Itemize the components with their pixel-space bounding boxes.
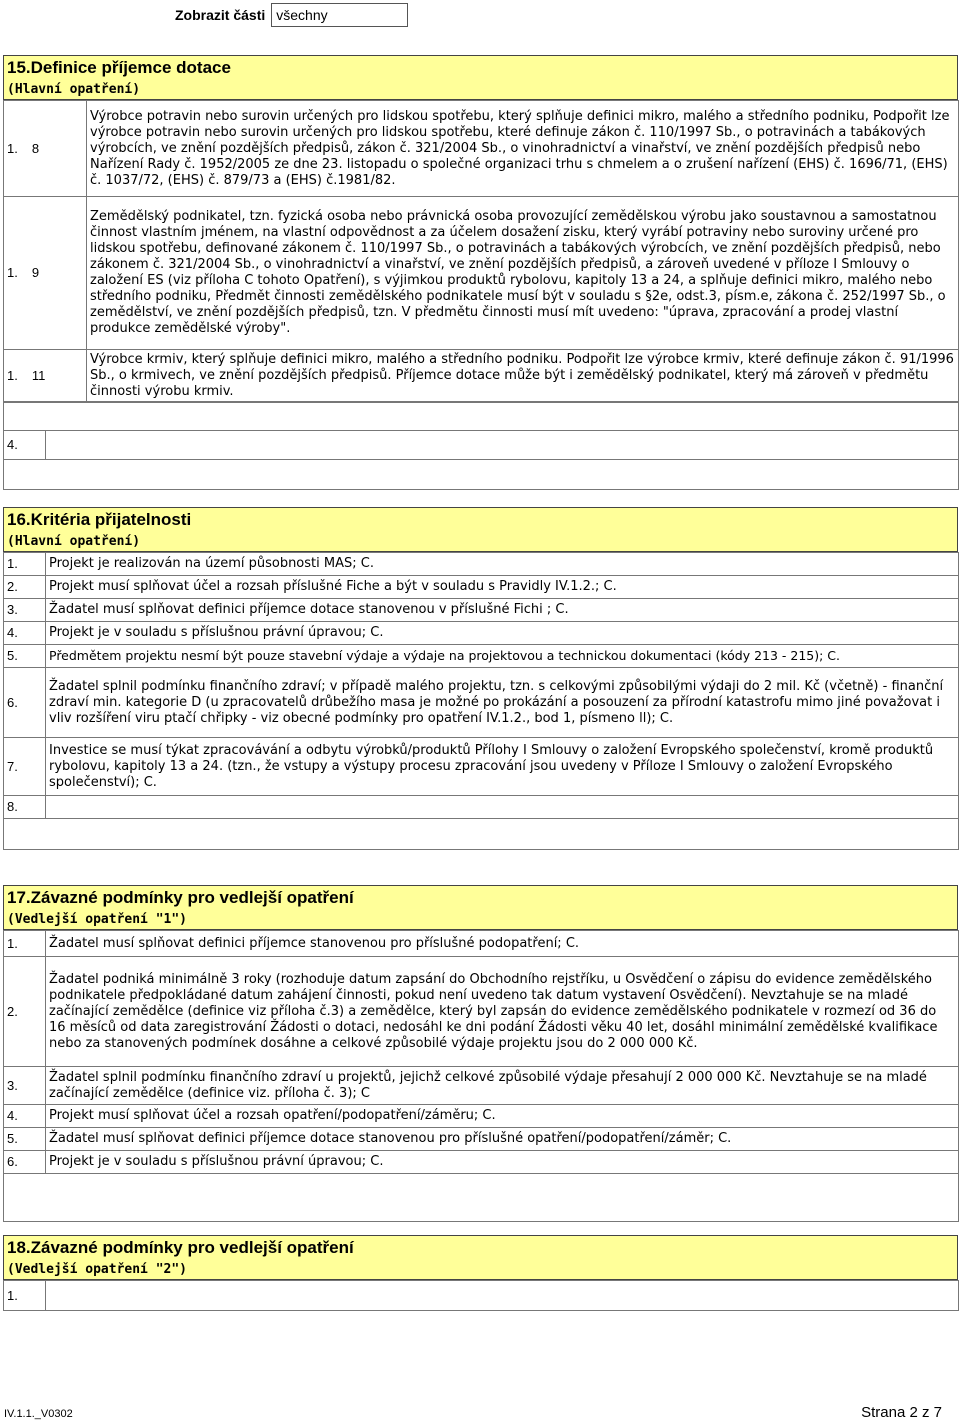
- section-15-title: 15.Definice příjemce dotace: [7, 58, 231, 77]
- table-row: [4, 1105, 959, 1128]
- section-18-table: [3, 1280, 959, 1311]
- row-text: Zemědělský podnikatel, tzn. fyzická osoba nebo právnická osoba provozující zemědělskou výrobu jako soustavnou a samostatnou činnost vlastním jménem, na vlastní odpovědnost a za účelem dosažení zisku, který vyrábí potraviny nebo suroviny určené pro lidskou spotřebu, definované zákonem č. 110/1997 Sb., o potravinách a tabákových výrobcích, ve znění pozdějších předpisů, nebo zákonem č. 321/2004 Sb., o vinohradnictví a vinařství, ve znění pozdějších předpisů, a zároveň uvedené v příloze I Smlouvy o založení ES (viz příloha C tohoto Opatření), s výjimkou produktů rybolovu, kapitoly 13 a 24, a splňuje definici mikro, malého nebo středního podniku, Předmět činnosti zemědělského podnikatele musí být v souladu s §2e, odst.3, písm.e, zákona č. 252/1997 Sb., o zemědělství, ve znění pozdějších předpisů, tzn. V předmětu činnosti musí mít uvedeno: "úprava, zpracování a prodej vlastní produkce zemědělské výroby".: [87, 197, 959, 350]
- row-number: 4.: [4, 1105, 46, 1128]
- row-text: Žadatel splnil podmínku finančního zdraví; v případě malého projektu, tzn. s celkovými způsobilými výdaji do 2 mil. Kč (včetně) - finanční zdraví min. kategorie D (u zpracovatelů drůbežího masa je možné po prokázání a posouzení za přírodní katastrofu mimo jiné považovat i vliv rozšíření viru ptačí chřipky - viz obecné podmínky pro opatření IV.1.2., bod 1, písmeno ll); C.: [46, 668, 959, 738]
- section-18-subtitle: (Vedlejší opatření "2"): [7, 1262, 188, 1277]
- filter-bar: [175, 3, 408, 27]
- row-text: Žadatel musí splňovat definici příjemce dotace stanovenou pro příslušné opatření/podopatření/záměr; C.: [46, 1128, 959, 1151]
- table-row: [4, 1128, 959, 1151]
- table-row: [4, 350, 959, 402]
- section-15-header: [3, 55, 958, 100]
- row-number: 6.: [4, 668, 46, 738]
- section-16-table: [3, 552, 959, 850]
- row-text: Žadatel podniká minimálně 3 roky (rozhoduje datum zapsání do Obchodního rejstříku, u Osvědčení o zápisu do evidence zemědělského podnikatele předpokládané datum zahájení činnosti, pokud není uvedeno tak datum vystavení Osvědčení). Nevztahuje se na mladé začínající zemědělce (definice viz příloha č.3) a zemědělce, který byl zapsán do evidence zemědělského podnikatele v rozmezí od 36 do 16 měsíců od data zaregistrování Žádosti o dotaci, nedosáhl ke dni podání Žádosti věku 40 let, dosáhl minimální zemědělské kvalifikace nebo za stanovených podmínek dosáhne a celkové způsobilé výdaje projektu jsou do 2 000 000 Kč.: [46, 957, 959, 1067]
- section-18: [3, 1235, 958, 1311]
- section-15-empty-rows: [3, 402, 959, 490]
- row-number: 2.: [4, 957, 46, 1067]
- section-16-header: [3, 507, 958, 552]
- section-17-title: 17.Závazné podmínky pro vedlejší opatření: [7, 888, 354, 907]
- row-text: Žadatel musí splňovat definici příjemce dotace stanovenou v příslušné Fichi ; C.: [46, 599, 959, 622]
- table-row: [4, 738, 959, 796]
- parts-select[interactable]: všechny: [271, 3, 408, 27]
- table-row: [4, 931, 959, 957]
- row-text: Výrobce potravin nebo surovin určených pro lidskou spotřebu, který splňuje definici mikro, malého a středního podniku, Podpořit lze výrobce potravin nebo surovin určených pro lidskou spotřebu, které definuje zákon č. 110/1997 Sb., o potravinách a tabákových výrobcích, ve znění pozdějších předpisů, zákon č. 321/2004 Sb., o vinohradnictví a vinařství, ve znění pozdějších předpisů nebo Nařízení Rady č. 1952/2005 ze dne 23. listopadu o společné organizaci trhu s chmelem a o zrušení nařízení (EHS) č. 1696/71, (EHS) č. 1037/72, (EHS) č. 879/73 a (EHS) č.1981/82.: [87, 101, 959, 197]
- filter-label: Zobrazit části: [175, 7, 266, 23]
- row-number: 1.: [4, 1281, 46, 1311]
- table-row: [4, 668, 959, 738]
- row-number: 5.: [4, 645, 46, 668]
- section-17-table: [3, 930, 959, 1222]
- section-15: [3, 55, 958, 490]
- document-version: IV.1.1._V0302: [4, 1408, 73, 1420]
- row-number: 1. 8: [4, 101, 87, 197]
- row-text: Projekt je realizován na území působnosti MAS; C.: [46, 553, 959, 576]
- table-row: [4, 599, 959, 622]
- table-row: [4, 1151, 959, 1174]
- row-number: 7.: [4, 738, 46, 796]
- table-row: [4, 645, 959, 668]
- table-row: [4, 1281, 959, 1311]
- row-number: 3.: [4, 1067, 46, 1105]
- section-15-subtitle: (Hlavní opatření): [7, 82, 141, 97]
- table-row: [4, 197, 959, 350]
- section-16-title: 16.Kritéria přijatelnosti: [7, 510, 192, 529]
- row-text: Projekt je v souladu s příslušnou právní úpravou; C.: [46, 1151, 959, 1174]
- row-text: Projekt musí splňovat účel a rozsah opatření/podopatření/záměru; C.: [46, 1105, 959, 1128]
- row-number: 5.: [4, 1128, 46, 1151]
- table-row: [4, 576, 959, 599]
- table-row: [4, 622, 959, 645]
- section-18-header: [3, 1235, 958, 1280]
- section-18-title: 18.Závazné podmínky pro vedlejší opatření: [7, 1238, 354, 1257]
- table-row: [4, 460, 959, 490]
- section-16-subtitle: (Hlavní opatření): [7, 534, 141, 549]
- section-15-table: [3, 100, 959, 402]
- row-number: 6.: [4, 1151, 46, 1174]
- row-number: 1. 11: [4, 350, 87, 402]
- row-text: Předmětem projektu nesmí být pouze stavební výdaje a výdaje na projektovou a technickou dokumentaci (kódy 213 - 215); C.: [46, 645, 959, 668]
- row-text: Výrobce krmiv, který splňuje definici mikro, malého a středního podniku. Podpořit lze výrobce krmiv, které definuje zákon č. 91/1996 Sb., o krmivech, ve znění pozdějších předpisů. Příjemce dotace může být i zemědělský podnikatel, který má zároveň v předmětu činnosti výrobu krmiv.: [87, 350, 959, 402]
- table-row: [4, 431, 959, 460]
- row-number: 1. 9: [4, 197, 87, 350]
- row-number: 4.: [4, 622, 46, 645]
- table-row: [4, 403, 959, 431]
- row-text: [46, 431, 959, 460]
- table-row: [4, 796, 959, 819]
- row-text: Projekt musí splňovat účel a rozsah příslušné Fiche a být v souladu s Pravidly IV.1.2.; C.: [46, 576, 959, 599]
- section-17-subtitle: (Vedlejší opatření "1"): [7, 912, 188, 927]
- table-row: [4, 101, 959, 197]
- row-number: 1.: [4, 931, 46, 957]
- row-number: 4.: [4, 431, 46, 460]
- row-number: 8.: [4, 796, 46, 819]
- page-number: Strana 2 z 7: [861, 1404, 942, 1421]
- row-number: 1.: [4, 553, 46, 576]
- row-number: 2.: [4, 576, 46, 599]
- section-17-header: [3, 885, 958, 930]
- row-text: Investice se musí týkat zpracovávání a odbytu výrobků/produktů Přílohy I Smlouvy o založení Evropského společenství, kromě produktů rybolovu, kapitoly 13 a 24. (tzn., že vstupy a výstupy procesu zpracování jsou uvedeny v Příloze I Smlouvy o založení Evropského společenství); C.: [46, 738, 959, 796]
- row-number: 3.: [4, 599, 46, 622]
- table-row: [4, 819, 959, 850]
- row-text: [46, 796, 959, 819]
- table-row: [4, 1174, 959, 1222]
- row-text: Žadatel splnil podmínku finančního zdraví u projektů, jejichž celkové způsobilé výdaje přesahují 2 000 000 Kč. Nevztahuje se na mladé začínající zemědělce (definice viz. příloha č. 3); C: [46, 1067, 959, 1105]
- section-17: [3, 885, 958, 1222]
- row-text: [46, 1281, 959, 1311]
- row-text: Žadatel musí splňovat definici příjemce stanovenou pro příslušné podopatření; C.: [46, 931, 959, 957]
- row-text: Projekt je v souladu s příslušnou právní úpravou; C.: [46, 622, 959, 645]
- table-row: [4, 1067, 959, 1105]
- table-row: [4, 553, 959, 576]
- section-16: [3, 507, 958, 850]
- table-row: [4, 957, 959, 1067]
